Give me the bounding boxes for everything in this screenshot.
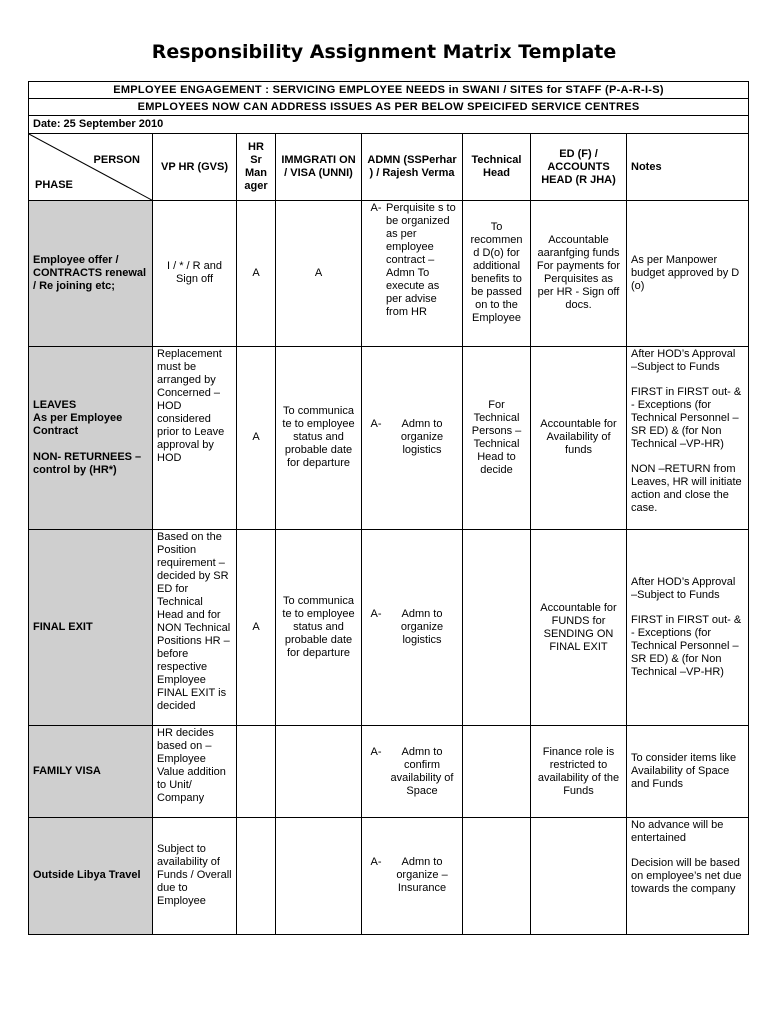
admn-marker: A- bbox=[370, 745, 382, 758]
immigration-cell bbox=[276, 726, 362, 817]
col-header-hr-sr-manager: HR Sr Man ager bbox=[237, 134, 276, 201]
note-text: FIRST in FIRST out- & - Exceptions (for Technical Personnel –SR ED) & (for Non Technical –VP-HR) bbox=[631, 614, 742, 679]
col-header-admn: ADMN (SSPerhar ) / Rajesh Verma bbox=[362, 134, 463, 201]
table-row bbox=[29, 817, 749, 934]
admn-cell bbox=[362, 201, 463, 346]
ed-cell: Accountable for Availability of funds bbox=[531, 346, 627, 529]
page-title: Responsibility Assignment Matrix Template bbox=[151, 41, 617, 63]
ed-cell bbox=[531, 817, 627, 934]
phase-cell: Employee offer / CONTRACTS renewal / Re joining etc; bbox=[29, 201, 153, 346]
vp-hr-cell: Based on the Position requirement – decided by SR ED for Technical Head and for NON Technical Positions HR –before respective Employee FINAL EXIT is decided bbox=[153, 530, 237, 726]
hr-sr-cell: A bbox=[237, 530, 276, 726]
immigration-cell: A bbox=[276, 201, 362, 346]
date-line: Date: 25 September 2010 bbox=[29, 116, 749, 134]
technical-cell bbox=[463, 726, 531, 817]
phase-subtitle: As per Employee Contract bbox=[33, 411, 123, 437]
col-header-notes: Notes bbox=[627, 134, 749, 201]
col-header-technical-head: Technical Head bbox=[463, 134, 531, 201]
phase-cell: Outside Libya Travel bbox=[29, 817, 153, 934]
hr-sr-cell: A bbox=[237, 201, 276, 346]
responsibility-matrix-table bbox=[28, 81, 749, 935]
admn-cell bbox=[362, 817, 463, 934]
technical-cell bbox=[463, 530, 531, 726]
note-text: FIRST in FIRST out- & - Exceptions (for Technical Personnel –SR ED) & (for Non Technical –VP-HR) bbox=[631, 385, 742, 450]
admn-marker: A- bbox=[370, 202, 382, 215]
phase-cell: FAMILY VISA bbox=[29, 726, 153, 817]
admn-marker: A- bbox=[370, 856, 382, 869]
notes-cell bbox=[627, 530, 749, 726]
col-header-ed-accounts: ED (F) / ACCOUNTS HEAD (R JHA) bbox=[531, 134, 627, 201]
admn-text: Admn to organize logistics bbox=[400, 608, 444, 647]
hr-sr-cell bbox=[237, 726, 276, 817]
immigration-cell: To communica te to employee status and probable date for departure bbox=[276, 346, 362, 529]
admn-text: Admn to confirm availability of Space bbox=[390, 745, 454, 797]
note-text: Decision will be based on employee’s net due towards the company bbox=[631, 856, 742, 895]
person-label: PERSON bbox=[93, 154, 140, 167]
note-text: NON –RETURN from Leaves, HR will initiate action and close the case. bbox=[631, 462, 742, 514]
col-header-vp-hr: VP HR (GVS) bbox=[153, 134, 237, 201]
phase-label: PHASE bbox=[35, 179, 73, 192]
col-header-immigration: IMMGRATI ON / VISA (UNNI) bbox=[276, 134, 362, 201]
table-row bbox=[29, 530, 749, 726]
hr-sr-cell bbox=[237, 817, 276, 934]
ed-cell: Accountable for FUNDS for SENDING ON FINAL EXIT bbox=[531, 530, 627, 726]
vp-hr-cell: Subject to availability of Funds / Overall due to Employee bbox=[153, 817, 237, 934]
table-row bbox=[29, 346, 749, 529]
admn-cell bbox=[362, 346, 463, 529]
notes-cell bbox=[627, 201, 749, 346]
admn-text: Admn to organize – Insurance bbox=[396, 856, 448, 895]
admn-marker: A- bbox=[370, 418, 382, 431]
table-row bbox=[29, 726, 749, 817]
phase-cell bbox=[29, 346, 153, 529]
hr-sr-cell: A bbox=[237, 346, 276, 529]
ed-cell: Accountable aaranfging funds For payments for Perquisites as per HR - Sign off docs. bbox=[531, 201, 627, 346]
vp-hr-cell: HR decides based on – Employee Value addition to Unit/ Company bbox=[153, 726, 237, 817]
notes-cell bbox=[627, 817, 749, 934]
admn-cell bbox=[362, 726, 463, 817]
technical-cell: For Technical Persons – Technical Head to decide bbox=[463, 346, 531, 529]
admn-cell bbox=[362, 530, 463, 726]
note-text: After HOD’s Approval –Subject to Funds bbox=[631, 576, 736, 602]
admn-text: Admn to organize logistics bbox=[400, 418, 444, 457]
note-text: No advance will be entertained bbox=[631, 818, 724, 844]
phase-cell: FINAL EXIT bbox=[29, 530, 153, 726]
vp-hr-cell: Replacement must be arranged by Concerned – HOD considered prior to Leave approval by HOD bbox=[153, 346, 237, 529]
note-text: As per Manpower budget approved by D (o) bbox=[631, 253, 740, 292]
notes-cell bbox=[627, 346, 749, 529]
admn-marker: A- bbox=[370, 608, 382, 621]
admn-text: Perquisite s to be organized as per employee contract – Admn To execute as per advise from HR bbox=[386, 202, 456, 319]
table-row bbox=[29, 201, 749, 346]
phase-title: LEAVES bbox=[33, 398, 77, 411]
engagement-banner: EMPLOYEE ENGAGEMENT : SERVICING EMPLOYEE NEEDS in SWANI / SITES for STAFF (P-A-R-I-S) bbox=[29, 82, 749, 99]
technical-cell: To recommen d D(o) for additional benefits to be passed on to the Employee bbox=[463, 201, 531, 346]
ed-cell: Finance role is restricted to availability of the Funds bbox=[531, 726, 627, 817]
phase-note: NON- RETURNEES –control by (HR*) bbox=[33, 450, 142, 476]
note-text: To consider items like Availability of Space and Funds bbox=[631, 752, 737, 791]
technical-cell bbox=[463, 817, 531, 934]
note-text: After HOD’s Approval –Subject to Funds bbox=[631, 347, 736, 373]
vp-hr-cell: I / * / R and Sign off bbox=[153, 201, 237, 346]
service-centres-banner: EMPLOYEES NOW CAN ADDRESS ISSUES AS PER BELOW SPEICIFED SERVICE CENTRES bbox=[29, 99, 749, 116]
header-row bbox=[29, 134, 749, 201]
immigration-cell bbox=[276, 817, 362, 934]
notes-cell bbox=[627, 726, 749, 817]
immigration-cell: To communica te to employee status and probable date for departure bbox=[276, 530, 362, 726]
person-phase-header bbox=[29, 134, 153, 201]
